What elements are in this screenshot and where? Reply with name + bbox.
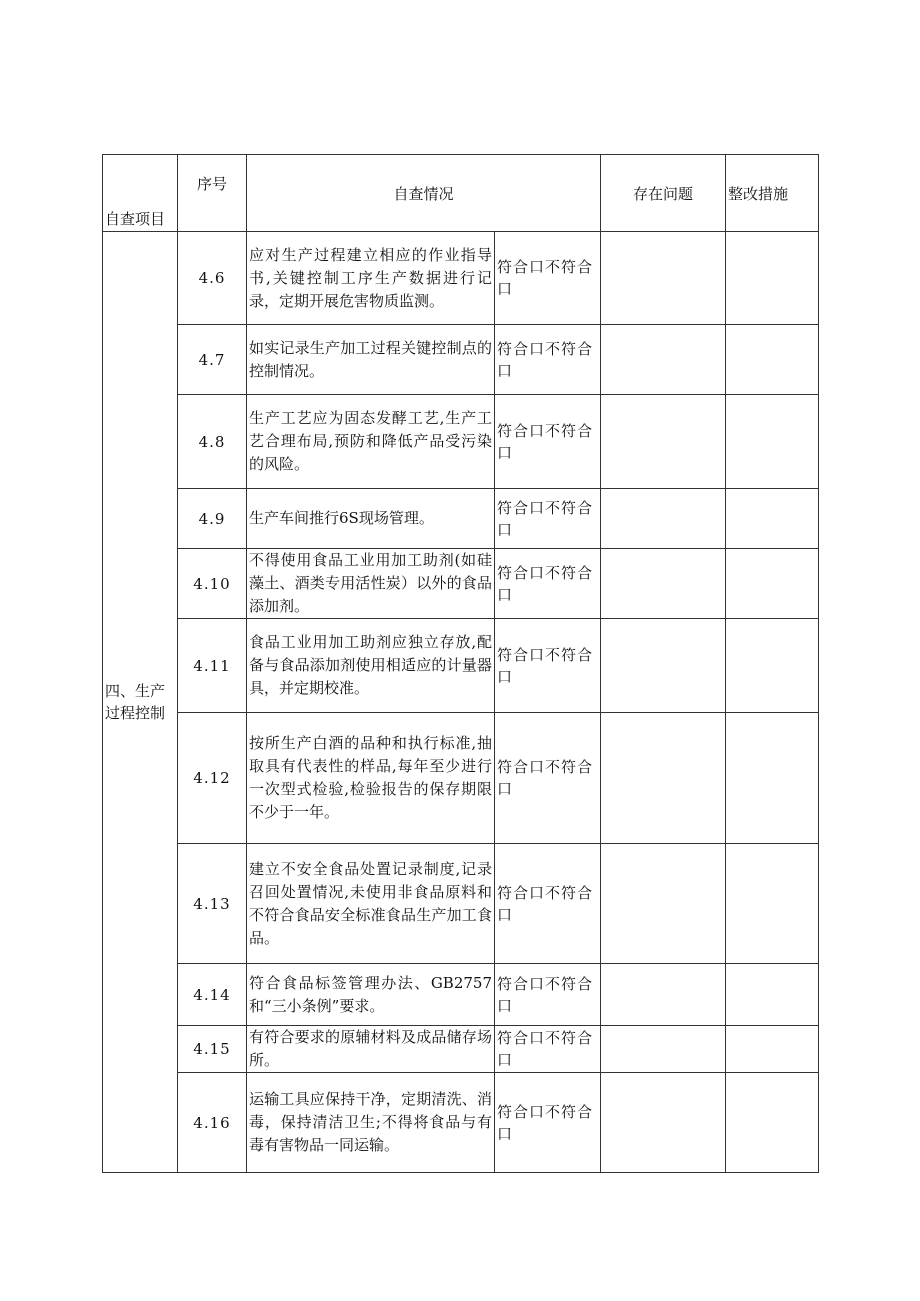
table-row <box>103 844 819 964</box>
result-cell[interactable]: 符合口不符合口 <box>495 844 601 964</box>
situation-cell: 生产车间推行6S现场管理。 <box>247 489 495 549</box>
problem-cell[interactable] <box>601 395 726 489</box>
result-cell[interactable]: 符合口不符合口 <box>495 232 601 325</box>
problem-cell[interactable] <box>601 964 726 1026</box>
measure-cell[interactable] <box>726 964 819 1026</box>
problem-cell[interactable] <box>601 549 726 619</box>
problem-cell[interactable] <box>601 232 726 325</box>
header-situation: 自查情况 <box>247 155 601 232</box>
seq-cell: 4.15 <box>178 1026 247 1073</box>
seq-cell: 4.6 <box>178 232 247 325</box>
table-row <box>103 325 819 395</box>
header-item: 自查项目 <box>103 155 178 232</box>
problem-cell[interactable] <box>601 489 726 549</box>
result-cell[interactable]: 符合口不符合口 <box>495 619 601 713</box>
problem-cell[interactable] <box>601 325 726 395</box>
seq-cell: 4.10 <box>178 549 247 619</box>
header-row <box>103 155 819 232</box>
situation-cell: 不得使用食品工业用加工助剂(如硅藻土、酒类专用活性炭）以外的食品添加剂。 <box>247 549 495 619</box>
seq-cell: 4.8 <box>178 395 247 489</box>
seq-cell: 4.13 <box>178 844 247 964</box>
measure-cell[interactable] <box>726 489 819 549</box>
self-check-table <box>102 154 819 1173</box>
header-seq: 序号 <box>178 155 247 232</box>
table-row <box>103 713 819 844</box>
header-problem: 存在问题 <box>601 155 726 232</box>
seq-cell: 4.16 <box>178 1073 247 1173</box>
problem-cell[interactable] <box>601 713 726 844</box>
measure-cell[interactable] <box>726 713 819 844</box>
result-cell[interactable]: 符合口不符合口 <box>495 1026 601 1073</box>
situation-cell: 运输工具应保持干净，定期清洗、消毒，保持清洁卫生;不得将食品与有毒有害物品一同运输。 <box>247 1073 495 1173</box>
situation-cell: 生产工艺应为固态发酵工艺,生产工艺合理布局,预防和降低产品受污染的风险。 <box>247 395 495 489</box>
result-cell[interactable]: 符合口不符合口 <box>495 395 601 489</box>
table-row <box>103 549 819 619</box>
seq-cell: 4.7 <box>178 325 247 395</box>
situation-cell: 有符合要求的原辅材料及成品储存场所。 <box>247 1026 495 1073</box>
seq-cell: 4.11 <box>178 619 247 713</box>
result-cell[interactable]: 符合口不符合口 <box>495 713 601 844</box>
problem-cell[interactable] <box>601 1026 726 1073</box>
seq-cell: 4.9 <box>178 489 247 549</box>
table-row <box>103 619 819 713</box>
table-row <box>103 1073 819 1173</box>
situation-cell: 如实记录生产加工过程关键控制点的控制情况。 <box>247 325 495 395</box>
result-cell[interactable]: 符合口不符合口 <box>495 549 601 619</box>
seq-cell: 4.14 <box>178 964 247 1026</box>
measure-cell[interactable] <box>726 844 819 964</box>
situation-cell: 建立不安全食品处置记录制度,记录召回处置情况,未使用非食品原料和不符合食品安全标准食品生产加工食品。 <box>247 844 495 964</box>
seq-cell: 4.12 <box>178 713 247 844</box>
measure-cell[interactable] <box>726 1026 819 1073</box>
situation-cell: 应对生产过程建立相应的作业指导书,关键控制工序生产数据进行记录，定期开展危害物质监测。 <box>247 232 495 325</box>
measure-cell[interactable] <box>726 395 819 489</box>
measure-cell[interactable] <box>726 232 819 325</box>
measure-cell[interactable] <box>726 549 819 619</box>
header-measure: 整改措施 <box>726 155 819 232</box>
problem-cell[interactable] <box>601 1073 726 1173</box>
measure-cell[interactable] <box>726 325 819 395</box>
table-row <box>103 964 819 1026</box>
result-cell[interactable]: 符合口不符合口 <box>495 964 601 1026</box>
problem-cell[interactable] <box>601 619 726 713</box>
category-cell: 四、生产过程控制 <box>103 232 178 1173</box>
result-cell[interactable]: 符合口不符合口 <box>495 1073 601 1173</box>
result-cell[interactable]: 符合口不符合口 <box>495 325 601 395</box>
result-cell[interactable]: 符合口不符合口 <box>495 489 601 549</box>
table-row <box>103 395 819 489</box>
table-row <box>103 1026 819 1073</box>
table-row <box>103 232 819 325</box>
situation-cell: 按所生产白酒的品种和执行标准,抽取具有代表性的样品,每年至少进行一次型式检验,检验报告的保存期限不少于一年。 <box>247 713 495 844</box>
measure-cell[interactable] <box>726 619 819 713</box>
problem-cell[interactable] <box>601 844 726 964</box>
table-row <box>103 489 819 549</box>
situation-cell: 符合食品标签管理办法、GB2757和“三小条例”要求。 <box>247 964 495 1026</box>
situation-cell: 食品工业用加工助剂应独立存放,配备与食品添加剂使用相适应的计量器具，并定期校准。 <box>247 619 495 713</box>
measure-cell[interactable] <box>726 1073 819 1173</box>
